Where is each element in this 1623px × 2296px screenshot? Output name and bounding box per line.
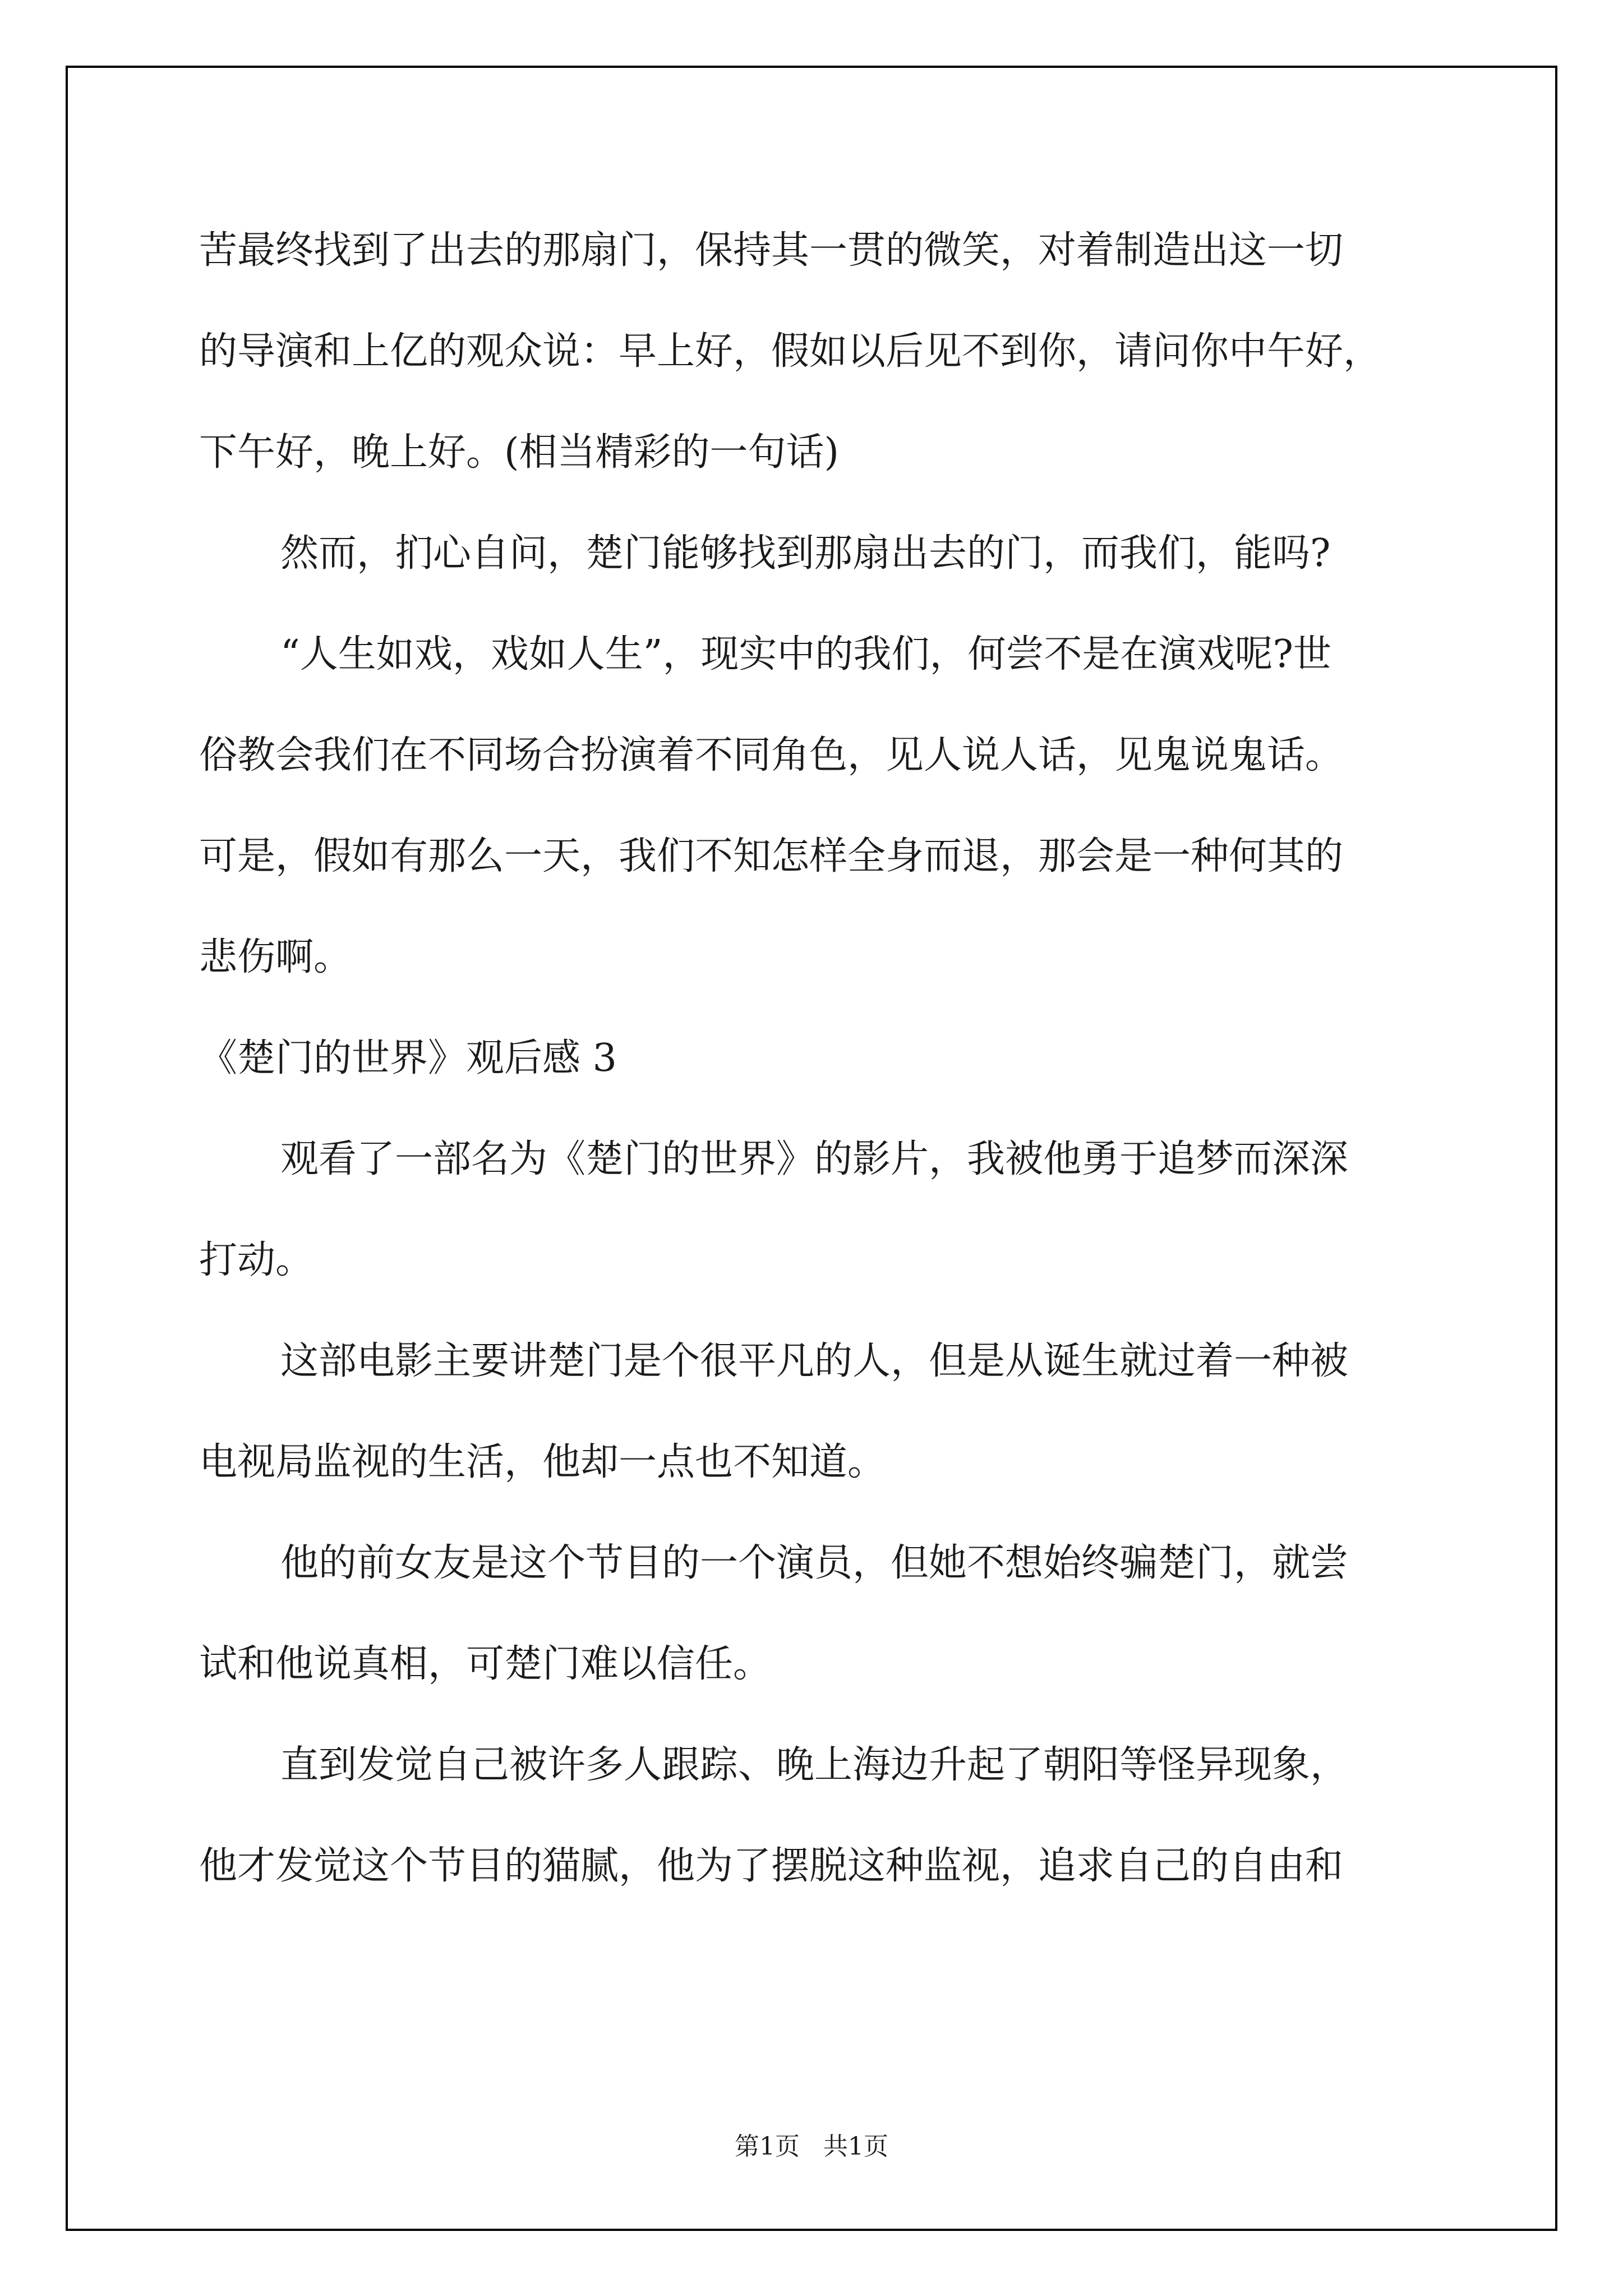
body-line-1: 苦最终找到了出去的那扇门，保持其一贯的微笑，对着制造出这一切 [199,228,1344,273]
page-number-footer: 第1页 共1页 [735,2132,888,2161]
body-line-16: 直到发觉自己被许多人跟踪、晚上海边升起了朝阳等怪异现象， [280,1743,1349,1787]
body-line-10: 观看了一部名为《楚门的世界》的影片，我被他勇于追梦而深深 [280,1137,1349,1181]
body-line-5: “人生如戏，戏如人生”，现实中的我们，何尝不是在演戏呢?世 [280,632,1331,677]
body-line-4: 然而，扪心自问，楚门能够找到那扇出去的门，而我们，能吗? [280,531,1331,576]
body-line-2: 的导演和上亿的观众说：早上好，假如以后见不到你，请问你中午好， [199,329,1382,374]
body-line-11: 打动。 [199,1238,314,1282]
body-line-17: 他才发觉这个节目的猫腻，他为了摆脱这种监视，追求自己的自由和 [199,1844,1344,1888]
body-line-7: 可是，假如有那么一天，我们不知怎样全身而退，那会是一种何其的 [199,834,1344,878]
body-line-14: 他的前女友是这个节目的一个演员，但她不想始终骗楚门，就尝 [280,1541,1349,1585]
body-line-8: 悲伤啊。 [199,935,352,979]
body-line-15: 试和他说真相，可楚门难以信任。 [199,1642,772,1686]
body-line-13: 电视局监视的生活，他却一点也不知道。 [199,1440,886,1484]
body-line-3: 下午好，晚上好。(相当精彩的一句话) [199,430,840,475]
section-heading: 《楚门的世界》观后感 3 [199,1036,617,1080]
body-line-6: 俗教会我们在不同场合扮演着不同角色，见人说人话，见鬼说鬼话。 [199,733,1344,777]
body-line-12: 这部电影主要讲楚门是个很平凡的人，但是从诞生就过着一种被 [280,1339,1349,1383]
